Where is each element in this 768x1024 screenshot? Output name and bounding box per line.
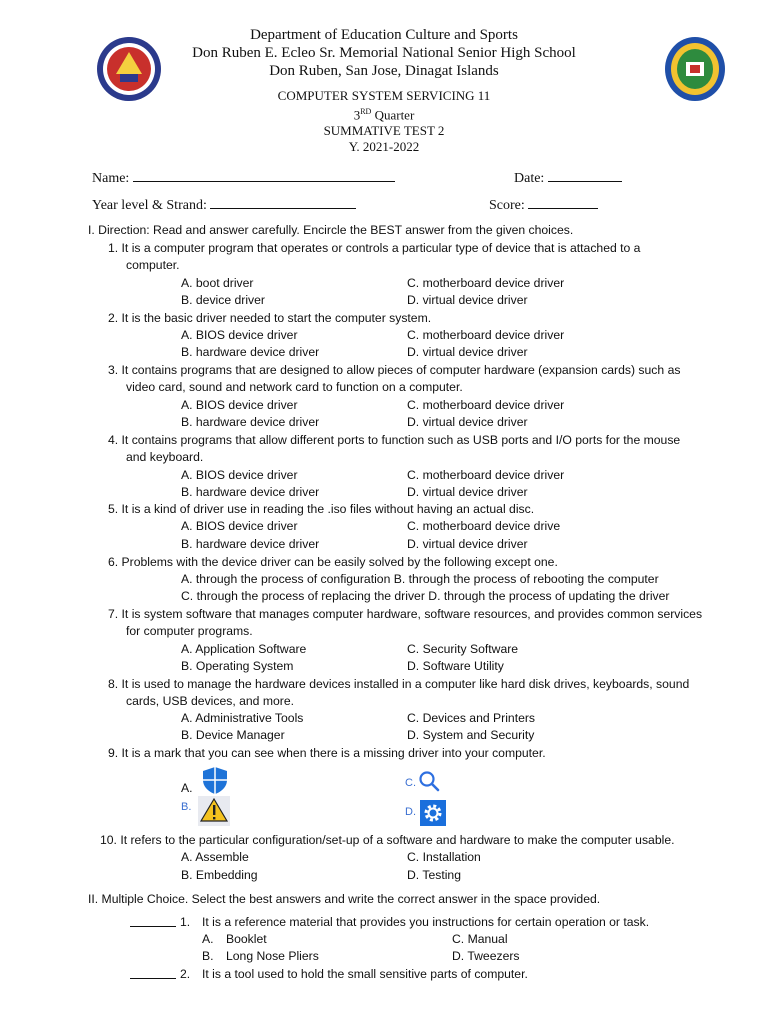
header-address: Don Ruben, San Jose, Dinagat Islands — [269, 63, 499, 79]
name-blank[interactable] — [133, 168, 395, 182]
test-title-block — [0, 88, 768, 155]
quarter-label — [0, 104, 768, 123]
p2-item1-choice-b[interactable]: Long Nose Pliers — [226, 949, 319, 963]
q1-text-cont: computer. — [126, 258, 180, 272]
q1-choice-c[interactable]: C. motherboard device driver — [407, 276, 565, 290]
q2-choice-b[interactable]: B. hardware device driver — [181, 345, 320, 359]
test-title: SUMMATIVE TEST 2 — [323, 123, 445, 139]
p2-item1-choice-c[interactable]: C. Manual — [452, 932, 508, 946]
q9-choice-d[interactable]: D. — [405, 806, 416, 818]
year-level-blank[interactable] — [210, 195, 356, 209]
warning-icon[interactable] — [198, 796, 230, 831]
q4-choice-c[interactable]: C. motherboard device driver — [407, 468, 565, 482]
q10-choice-a[interactable]: A. Assemble — [181, 850, 249, 864]
document-header — [0, 26, 768, 80]
subject-title: COMPUTER SYSTEM SERVICING 11 — [277, 88, 491, 103]
q1-text: 1. It is a computer program that operates or controls a particular type of device that is attached to a — [108, 241, 641, 255]
gear-icon[interactable] — [420, 800, 446, 831]
q2-choice-c[interactable]: C. motherboard device driver — [407, 328, 565, 342]
p2-item1-choice-a[interactable]: Booklet — [226, 932, 267, 946]
q4-choice-a[interactable]: A. BIOS device driver — [181, 468, 298, 482]
q9-choice-c[interactable]: C. — [405, 777, 416, 789]
date-blank[interactable] — [548, 168, 622, 182]
part1-direction: I. Direction: Read and answer carefully. Encircle the BEST answer from the given choices. — [88, 223, 574, 237]
name-field[interactable] — [92, 168, 395, 187]
name-label: Name: — [92, 171, 130, 186]
answer-blank-1[interactable] — [130, 926, 176, 927]
q7-choice-a[interactable]: A. Application Software — [181, 642, 307, 656]
header-department: Department of Education Culture and Sports — [250, 27, 518, 43]
q8-text: 8. It is used to manage the hardware devices installed in a computer like hard disk drives, keyboards, sound — [108, 677, 690, 691]
q5-choice-b[interactable]: B. hardware device driver — [181, 537, 320, 551]
q4-text-cont: and keyboard. — [126, 450, 204, 464]
q6-text: 6. Problems with the device driver can be easily solved by the following except one. — [108, 555, 558, 569]
score-blank[interactable] — [528, 195, 598, 209]
p2-item1-text: It is a reference material that provides you instructions for certain operation or task. — [202, 915, 650, 929]
q7-text-cont: for computer programs. — [126, 624, 253, 638]
q5-text: 5. It is a kind of driver use in reading the .iso files without having an actual disc. — [108, 502, 535, 516]
q8-text-cont: cards, USB devices, and more. — [126, 694, 294, 708]
q7-text: 7. It is system software that manages computer hardware, software resources, and provides common services — [108, 607, 703, 621]
q3-choice-b[interactable]: B. hardware device driver — [181, 415, 320, 429]
quarter-word: Quarter — [371, 107, 415, 123]
shield-icon[interactable] — [200, 765, 230, 800]
q9-choice-b[interactable]: B. — [181, 801, 192, 813]
part2-direction: II. Multiple Choice. Select the best answers and write the correct answer in the space provided. — [88, 892, 601, 906]
q5-choice-c[interactable]: C. motherboard device drive — [407, 519, 561, 533]
answer-blank-2[interactable] — [130, 978, 176, 979]
q4-text: 4. It contains programs that allow different ports to function such as USB ports and I/O ports for the mouse — [108, 433, 681, 447]
quarter-number: 3 — [353, 107, 361, 123]
q6-choices-cd[interactable]: C. through the process of replacing the driver D. through the process of updating the driver — [181, 589, 670, 603]
p2-item1-choice-a-letter: A. — [202, 932, 214, 946]
score-label: Score: — [489, 198, 525, 213]
search-icon[interactable] — [418, 770, 440, 797]
q2-choice-a[interactable]: A. BIOS device driver — [181, 328, 298, 342]
q4-choice-d[interactable]: D. virtual device driver — [407, 485, 528, 499]
q5-choice-d[interactable]: D. virtual device driver — [407, 537, 528, 551]
q7-choice-b[interactable]: B. Operating System — [181, 659, 294, 673]
q2-choice-d[interactable]: D. virtual device driver — [407, 345, 528, 359]
date-field[interactable] — [514, 168, 622, 187]
q1-choice-a[interactable]: A. boot driver — [181, 276, 254, 290]
q7-choice-c[interactable]: C. Security Software — [407, 642, 519, 656]
q2-text: 2. It is the basic driver needed to start the computer system. — [108, 311, 432, 325]
q8-choice-b[interactable]: B. Device Manager — [181, 728, 285, 742]
q9-text: 9. It is a mark that you can see when there is a missing driver into your computer. — [108, 746, 546, 760]
q10-text: 10. It refers to the particular configuration/set-up of a software and hardware to make the computer usable. — [100, 833, 675, 847]
q9-choice-a[interactable]: A. — [181, 781, 193, 795]
q3-choice-a[interactable]: A. BIOS device driver — [181, 398, 298, 412]
p2-item1-choice-d[interactable]: D. Tweezers — [452, 949, 520, 963]
q3-choice-c[interactable]: C. motherboard device driver — [407, 398, 565, 412]
q3-text: 3. It contains programs that are designed to allow pieces of computer hardware (expansion cards) such as — [108, 363, 681, 377]
score-field[interactable] — [489, 195, 598, 214]
year-level-label: Year level & Strand: — [92, 198, 207, 213]
q10-choice-d[interactable]: D. Testing — [407, 868, 461, 882]
q1-choice-d[interactable]: D. virtual device driver — [407, 293, 528, 307]
q1-choice-b[interactable]: B. device driver — [181, 293, 265, 307]
q10-choice-b[interactable]: B. Embedding — [181, 868, 258, 882]
q3-text-cont: video card, sound and network card to function on a computer. — [126, 380, 463, 394]
year-level-field[interactable] — [92, 195, 356, 214]
quarter-superscript: RD — [360, 107, 372, 116]
q8-choice-a[interactable]: A. Administrative Tools — [181, 711, 304, 725]
date-label: Date: — [514, 171, 545, 186]
q5-choice-a[interactable]: A. BIOS device driver — [181, 519, 298, 533]
q6-choices-ab[interactable]: A. through the process of configuration B. through the process of rebooting the computer — [181, 572, 659, 586]
q8-choice-d[interactable]: D. System and Security — [407, 728, 535, 742]
school-year: Y. 2021-2022 — [348, 139, 420, 155]
header-school: Don Ruben E. Ecleo Sr. Memorial National Senior High School — [192, 45, 576, 61]
p2-item1-number: 1. — [180, 915, 191, 929]
q10-choice-c[interactable]: C. Installation — [407, 850, 481, 864]
p2-item2-number: 2. — [180, 967, 191, 981]
q4-choice-b[interactable]: B. hardware device driver — [181, 485, 320, 499]
q8-choice-c[interactable]: C. Devices and Printers — [407, 711, 536, 725]
p2-item1-choice-b-letter: B. — [202, 949, 214, 963]
q3-choice-d[interactable]: D. virtual device driver — [407, 415, 528, 429]
q7-choice-d[interactable]: D. Software Utility — [407, 659, 504, 673]
p2-item2-text: It is a tool used to hold the small sensitive parts of computer. — [202, 967, 528, 981]
